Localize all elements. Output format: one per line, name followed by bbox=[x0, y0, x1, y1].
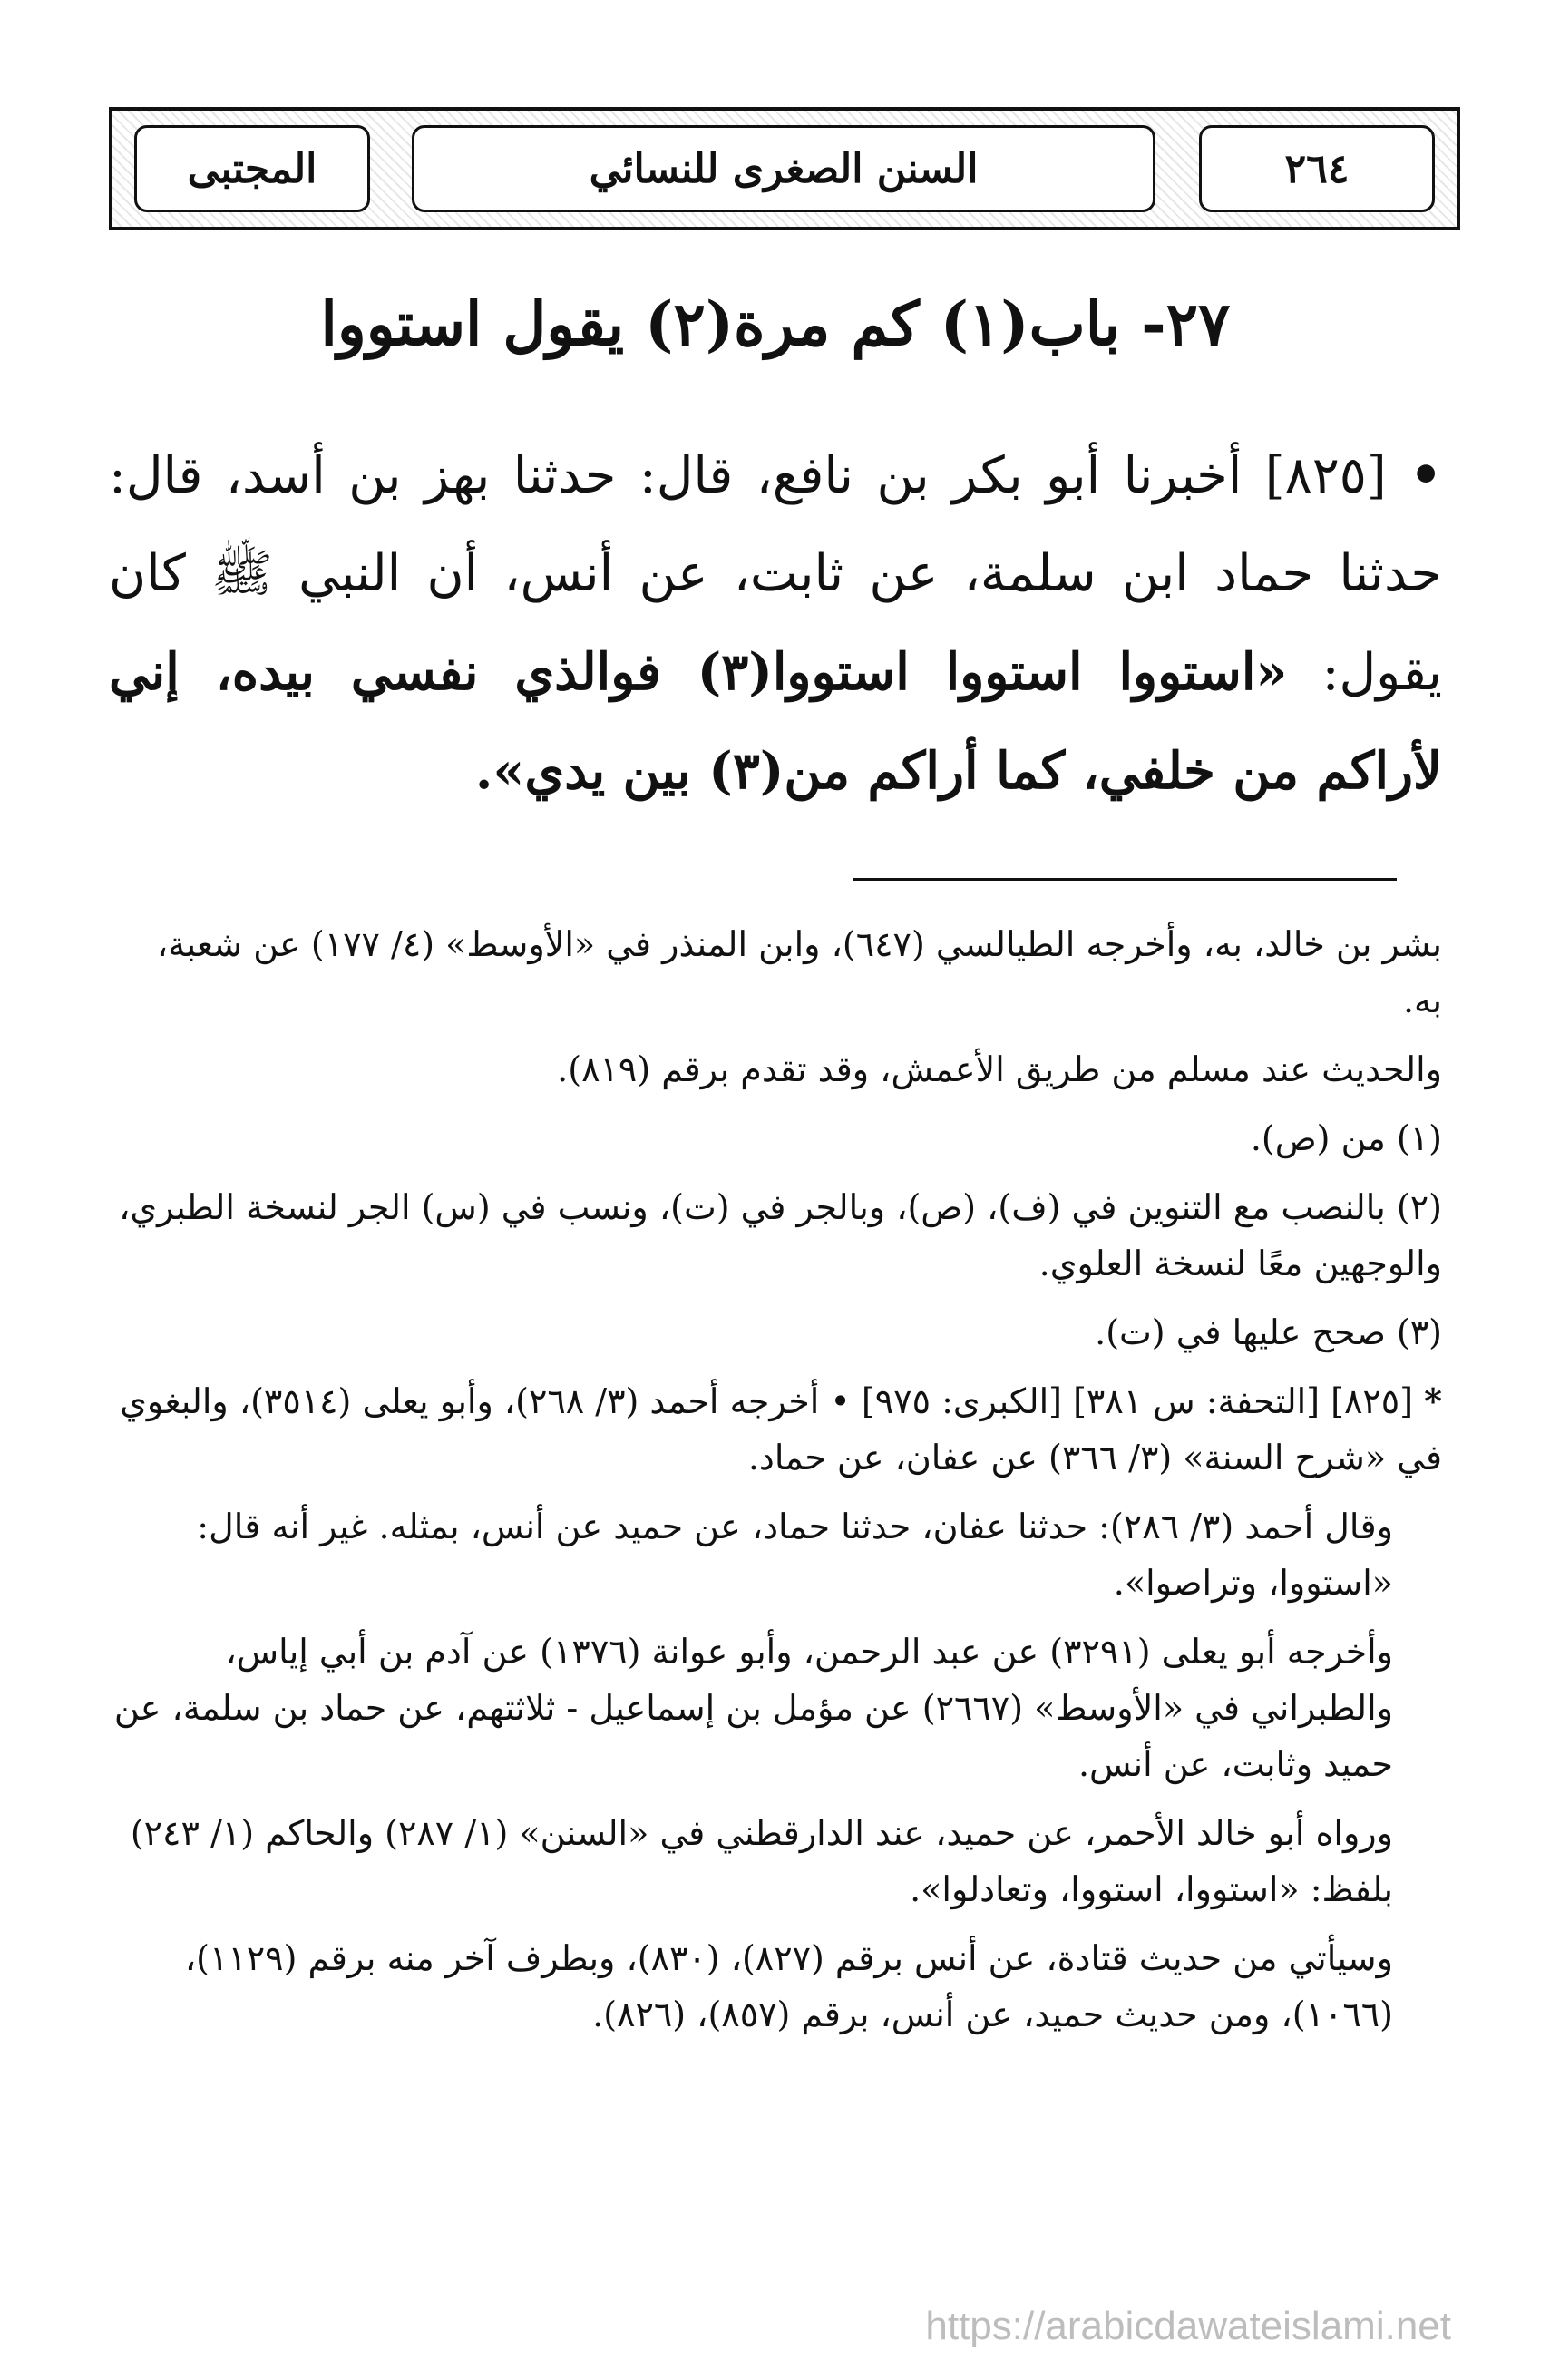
book-title: السنن الصغرى للنسائي bbox=[589, 145, 979, 192]
emblem-text: المجتبى bbox=[187, 145, 317, 192]
book-title-box bbox=[412, 125, 1155, 212]
takhrij-para-4: ورواه أبو خالد الأحمر، عن حميد، عند الدارقطني في «السنن» (١/ ٢٨٧) والحاكم (١/ ٢٤٣) بلفظ: «استووا، استووا، وتعادلوا». bbox=[130, 1813, 1393, 1909]
takhrij-para-2: وقال أحمد (٣/ ٢٨٦): حدثنا عفان، حدثنا حماد، عن حميد عن أنس، بمثله. غير أنه قال: «استووا، وتراصوا». bbox=[197, 1507, 1393, 1603]
star-icon: * bbox=[1424, 1380, 1442, 1421]
footnote-3: (٣) صحح عليها في (ت). bbox=[1095, 1312, 1442, 1352]
footnote-divider bbox=[853, 878, 1397, 881]
hadith-matn: «استووا استووا استووا(٣) فوالذي نفسي بيده، إني لأراكم من خلفي، كما أراكم من(٣) بين يدي». bbox=[109, 642, 1442, 801]
footnote-2: (٢) بالنصب مع التنوين في (ف)، (ص)، وبالجر في (ت)، ونسب في (س) الجر لنسخة الطبري، والوجهين معًا لنسخة العلوي. bbox=[119, 1187, 1442, 1283]
page-number-box bbox=[1199, 125, 1435, 212]
takhrij-1-text: [٨٢٥] [التحفة: س ٣٨١] [الكبرى: ٩٧٥] • أخرجه أحمد (٣/ ٢٦٨)، وأبو يعلى (٣٥١٤)، والبغوي في «شرح السنة» (٣/ ٣٦٦) عن عفان، عن حماد. bbox=[120, 1381, 1442, 1478]
hadith-text bbox=[109, 426, 1442, 821]
takhrij-line-1 bbox=[109, 1373, 1442, 1486]
footnote-continuation: بشر بن خالد، به، وأخرجه الطيالسي (٦٤٧)، وابن المنذر في «الأوسط» (٤/ ١٧٧) عن شعبة، به. bbox=[156, 924, 1442, 1020]
takhrij-para-5: وسيأتي من حديث قتادة، عن أنس برقم (٨٢٧)، (٨٣٠)، وبطرف آخر منه برقم (١١٢٩)، (١٠٦٦)، ومن حديث حميد، عن أنس، برقم (٨٥٧)، (٨٢٦). bbox=[184, 1938, 1393, 2034]
footnote-line: والحديث عند مسلم من طريق الأعمش، وقد تقدم برقم (٨١٩). bbox=[557, 1049, 1442, 1089]
hadith-isnad: [٨٢٥] أخبرنا أبو بكر بن نافع، قال: حدثنا بهز بن أسد، قال: حدثنا حماد ابن سلمة، عن ثابت، عن أنس، أن النبي ﷺ كان يقول: bbox=[109, 446, 1443, 702]
page-header bbox=[109, 107, 1460, 230]
page-number: ٢٦٤ bbox=[1284, 145, 1350, 192]
takhrij-para-3: وأخرجه أبو يعلى (٣٢٩١) عن عبد الرحمن، وأبو عوانة (١٣٧٦) عن آدم بن أبي إياس، والطبراني في «الأوسط» (٢٦٦٧) عن مؤمل بن إسماعيل - ثلاثتهم، عن حماد بن سلمة، عن حميد وثابت، عن أنس. bbox=[113, 1632, 1393, 1784]
emblem-box bbox=[134, 125, 370, 212]
bullet-icon: • bbox=[1409, 445, 1442, 505]
chapter-title: ٢٧- باب(١) كم مرة(٢) يقول استووا bbox=[320, 288, 1231, 359]
watermark-url: https://arabicdawateislami.net bbox=[925, 2304, 1451, 2348]
footnotes bbox=[109, 916, 1442, 2055]
footnote-1: (١) من (ص). bbox=[1250, 1118, 1442, 1158]
